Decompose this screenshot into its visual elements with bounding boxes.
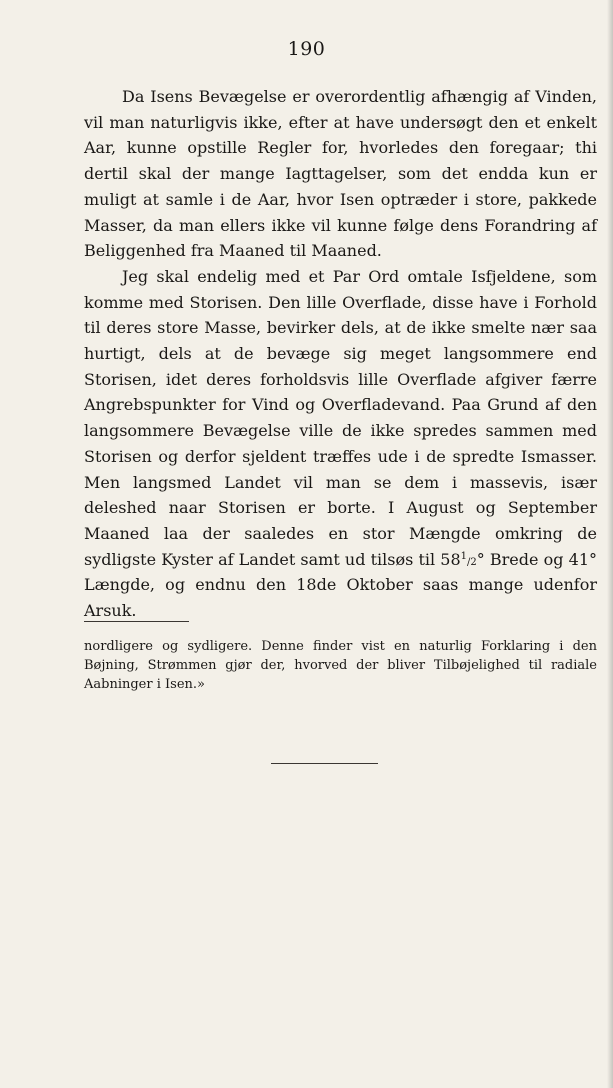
paragraph-icebergs	[84, 264, 597, 624]
footnote-divider	[84, 621, 189, 622]
fraction-denominator: 2	[470, 556, 477, 568]
main-text	[84, 84, 597, 624]
paragraph-icebergs-text-end: ° Brede og 41° Længde, og endnu den 18de Oktober saas mange udenfor Arsuk.	[84, 549, 598, 621]
fraction-slash: /	[467, 556, 471, 568]
page-number: 190	[287, 38, 326, 60]
footnote: nordligere og sydligere. Denne finder vist en naturlig Forklaring i den Bøjning, Strømmen gjør der, hvorved der bliver Tilbøjelighed til radiale Aabninger i Isen.»	[84, 639, 597, 692]
page-edge-shadow	[607, 0, 613, 1088]
paragraph-ice-movement: Da Isens Bevægelse er overordentlig afhængig af Vinden, vil man naturligvis ikke, efter at have undersøgt den et enkelt Aar, kunne opstille Regler for, hvorledes den foregaar; thi dertil skal der mange Iagttagelser, som det endda kun er muligt at samle i de Aar, hvor Isen optræder i store, pakkede Masser, da man ellers ikke vil kunne følge dens Forandring af Beliggenhed fra Maaned til Maaned.	[84, 87, 597, 261]
section-end-rule	[271, 763, 378, 764]
paragraph-icebergs-text-start: Jeg skal endelig med et Par Ord omtale Isfjeldene, som komme med Storisen. Den lille Overflade, disse have i Forhold til deres store Masse, bevirker dels, at de ikke smelte nær saa hurtigt, dels at de bevæge sig meget langsommere end Storisen, idet deres forholdsvis lille Overflade afgiver færre Angrebspunkter for Vind og Overfladevand. Paa Grund af den langsommere Bevægelse ville de ikke spredes sammen med Storisen og derfor sjeldent træffes ude i de spredte Ismasser. Men langsmed Landet vil man se dem i massevis, især deleshed naar Storisen er borte. I August og September Maaned laa der saaledes en stor Mængde omkring de sydligste Kyster af Landet samt ud tilsøs til 58	[84, 266, 597, 569]
fraction-numerator: 1	[460, 550, 468, 562]
